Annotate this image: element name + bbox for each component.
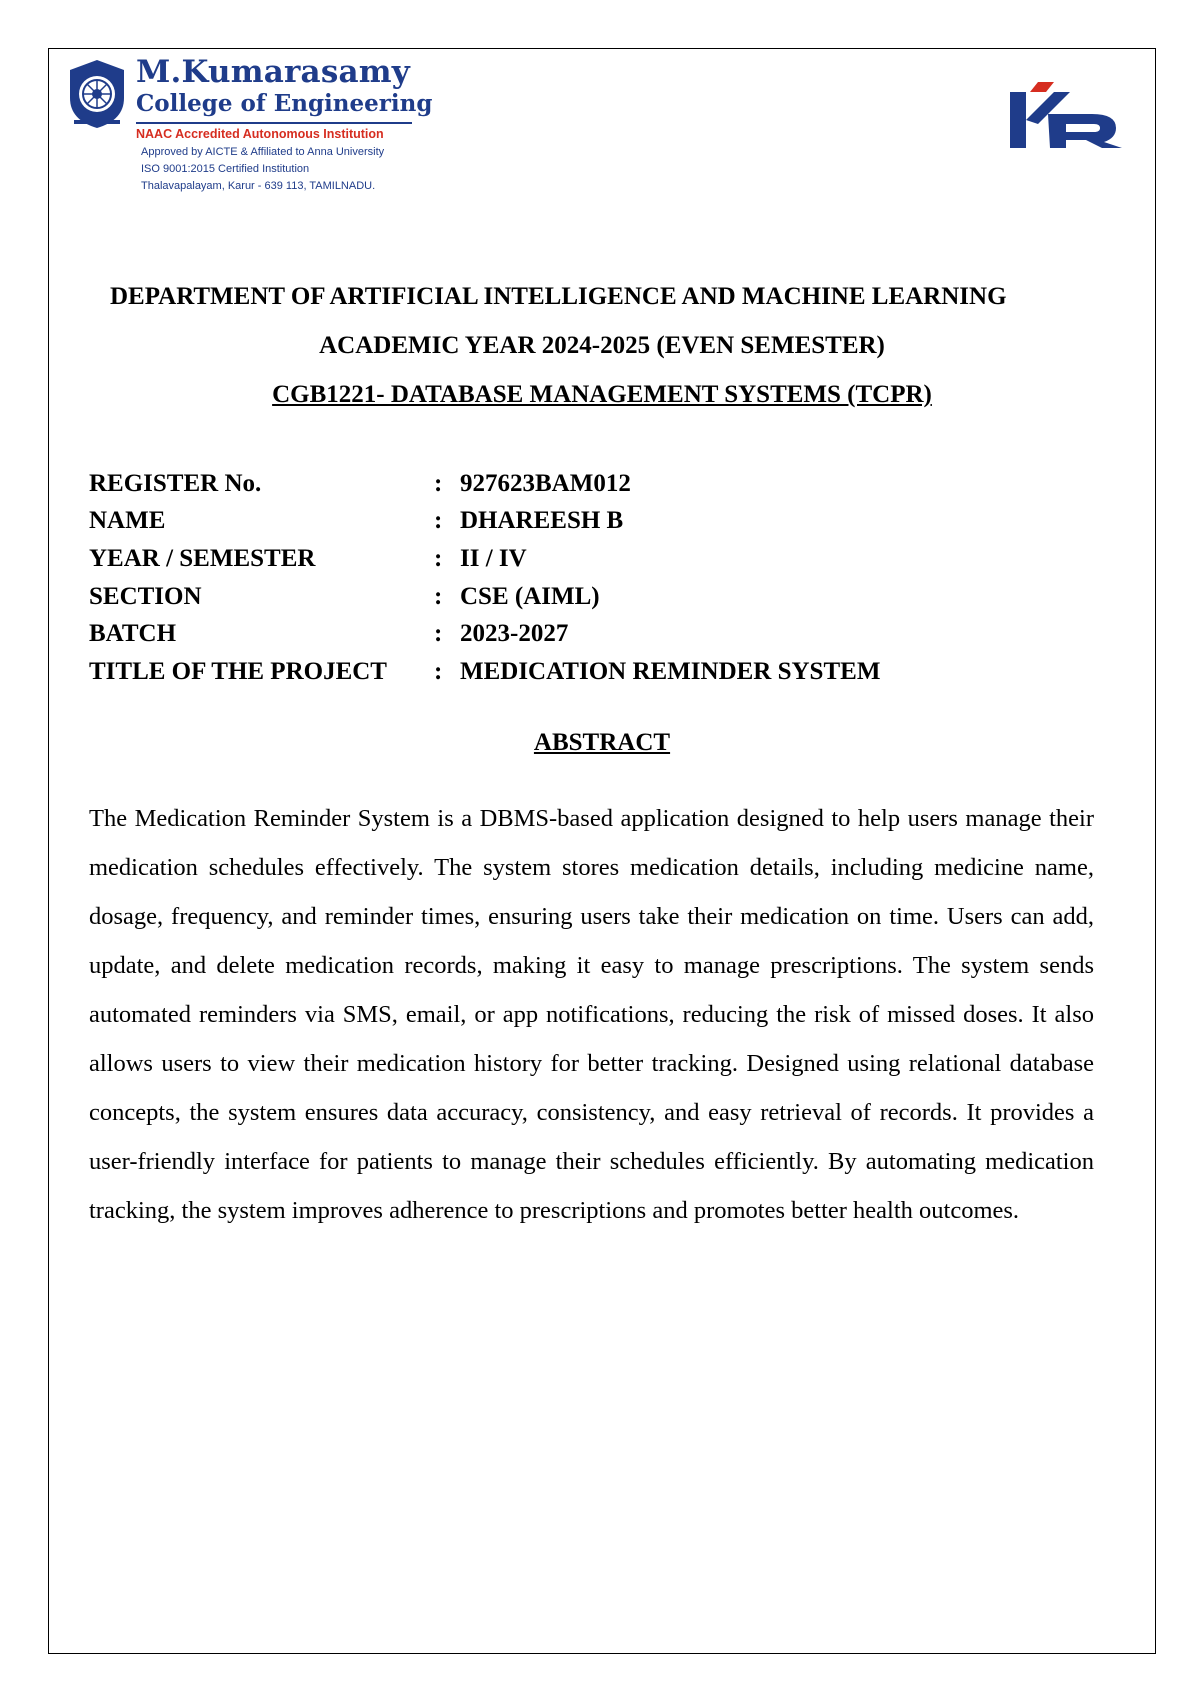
college-name: M.Kumarasamy (136, 54, 410, 90)
abstract-title: ABSTRACT (533, 729, 671, 756)
iso-text: ISO 9001:2015 Certified Institution (141, 163, 310, 175)
detail-label: YEAR / SEMESTER (89, 544, 316, 572)
naac-accreditation: NAAC Accredited Autonomous Institution (136, 122, 412, 141)
detail-label: SECTION (89, 582, 202, 610)
detail-row-section (89, 578, 1089, 616)
department-heading: DEPARTMENT OF ARTIFICIAL INTELLIGENCE AND MACHINE LEARNING (110, 283, 1007, 310)
detail-label: TITLE OF THE PROJECT (89, 657, 387, 685)
student-details (89, 465, 1089, 691)
detail-colon: : (434, 507, 443, 535)
detail-value: MEDICATION REMINDER SYSTEM (460, 657, 881, 685)
detail-value: CSE (AIML) (460, 582, 600, 610)
detail-label: BATCH (89, 620, 177, 648)
detail-row-batch (89, 615, 1089, 653)
approval-text: Approved by AICTE & Affiliated to Anna University (141, 146, 385, 158)
detail-value: 2023-2027 (460, 620, 569, 648)
detail-value: DHAREESH B (460, 507, 624, 535)
detail-label: NAME (89, 507, 166, 535)
kr-logo-icon (1008, 80, 1128, 150)
detail-value: II / IV (460, 544, 527, 572)
college-seal-icon (66, 58, 128, 130)
abstract-body: The Medication Reminder System is a DBMS-based application designed to help users manage their medication schedules effectively. The system stores medication details, including medicine name, dosage, frequency, and reminder times, ensuring users take their medication on time. Users can add, update, and delete medication records, making it easy to manage prescriptions. The system sends automated reminders via SMS, email, or app notifications, reducing the risk of missed doses. It also allows users to view their medication history for better tracking. Designed using relational database concepts, the system ensures data accuracy, consistency, and easy retrieval of records. It provides a user-friendly interface for patients to manage their schedules efficiently. By automating medication tracking, the system improves adherence to prescriptions and promotes better health outcomes. (89, 805, 1094, 1224)
detail-row-year-semester (89, 540, 1089, 578)
detail-colon: : (434, 657, 443, 685)
detail-colon: : (434, 620, 443, 648)
address-text: Thalavapalayam, Karur - 639 113, TAMILNADU. (141, 180, 376, 192)
detail-value: 927623BAM012 (460, 469, 631, 497)
detail-colon: : (434, 469, 443, 497)
detail-row-project-title (89, 653, 1089, 691)
detail-colon: : (434, 544, 443, 572)
detail-colon: : (434, 582, 443, 610)
detail-row-register (89, 465, 1089, 503)
academic-year-heading: ACADEMIC YEAR 2024-2025 (EVEN SEMESTER) (319, 332, 885, 359)
course-heading: CGB1221- DATABASE MANAGEMENT SYSTEMS (TCPR) (272, 381, 932, 408)
college-subname: College of Engineering (136, 90, 433, 117)
college-logo (66, 54, 433, 194)
detail-label: REGISTER No. (89, 469, 262, 497)
detail-row-name (89, 503, 1089, 541)
